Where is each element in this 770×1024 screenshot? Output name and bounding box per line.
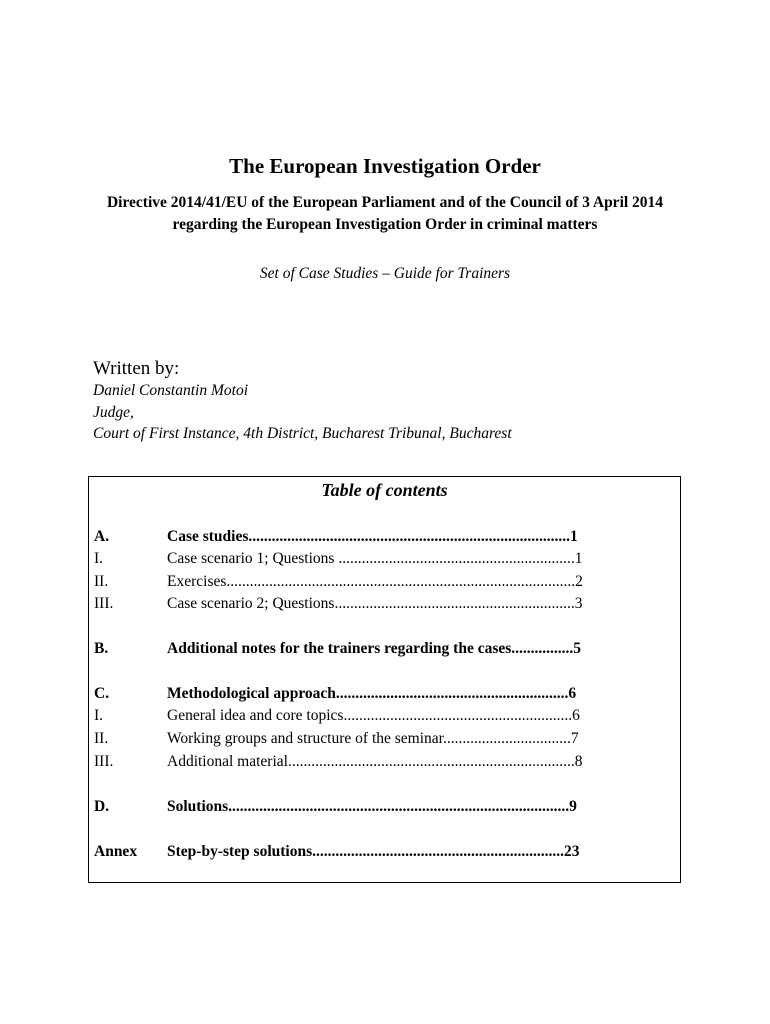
document-subtitle: Directive 2014/41/EU of the European Parliament and of the Council of 3 April 2014 regarding the European Investigation Order in criminal matters	[106, 194, 664, 233]
toc-title: Table of contents	[321, 480, 448, 500]
toc-entry-number: III.	[94, 753, 114, 770]
toc-entry-text: Case studies...................................................................................1	[167, 528, 578, 545]
table-of-contents	[88, 476, 681, 883]
toc-entry-text: Case scenario 2; Questions..............................................................3	[167, 595, 583, 612]
toc-entry-c-ii	[94, 729, 657, 749]
toc-entry-text: Working groups and structure of the seminar.................................7	[167, 730, 579, 747]
toc-entry-a-i	[94, 549, 657, 569]
toc-entry-b	[94, 639, 657, 659]
toc-entry-a-iii	[94, 594, 657, 614]
toc-entry-number: Annex	[94, 843, 138, 860]
toc-entry-c-i	[94, 706, 657, 726]
toc-entry-number: III.	[94, 595, 114, 612]
written-by-label: Written by:	[93, 358, 180, 379]
toc-entry-number: I.	[94, 550, 104, 567]
document-title: The European Investigation Order	[229, 154, 541, 178]
toc-entry-d	[94, 797, 657, 817]
toc-entry-number: B.	[94, 640, 109, 657]
author-name: Daniel Constantin Motoi	[93, 382, 248, 399]
document-guide-line: Set of Case Studies – Guide for Trainers	[259, 265, 511, 282]
toc-entry-text: General idea and core topics...........................................................6	[167, 707, 580, 724]
toc-entry-number: II.	[94, 730, 109, 747]
toc-entry-text: Case scenario 1; Questions .............................................................1	[167, 550, 583, 567]
toc-entry-number: C.	[94, 685, 110, 702]
toc-entry-c-iii	[94, 752, 657, 772]
author-court: Court of First Instance, 4th District, Bucharest Tribunal, Bucharest	[93, 425, 512, 442]
toc-entry-text: Exercises..........................................................................................2	[167, 573, 583, 590]
toc-entry-number: D.	[94, 798, 110, 815]
toc-entry-text: Additional notes for the trainers regarding the cases................5	[167, 640, 582, 657]
toc-entry-number: A.	[94, 528, 110, 545]
author-role: Judge,	[93, 404, 134, 421]
toc-entry-a-ii	[94, 572, 657, 592]
toc-entry-number: I.	[94, 707, 104, 724]
toc-entry-c	[94, 684, 657, 704]
toc-entry-number: II.	[94, 573, 109, 590]
toc-entry-text: Solutions........................................................................................9	[167, 798, 577, 815]
toc-entry-a	[94, 527, 657, 547]
toc-entry-text: Methodological approach............................................................6	[167, 685, 577, 702]
toc-entry-annex	[94, 842, 664, 862]
toc-entry-text: Step-by-step solutions.................................................................23	[167, 843, 580, 860]
toc-entry-text: Additional material..........................................................................8	[167, 753, 583, 770]
